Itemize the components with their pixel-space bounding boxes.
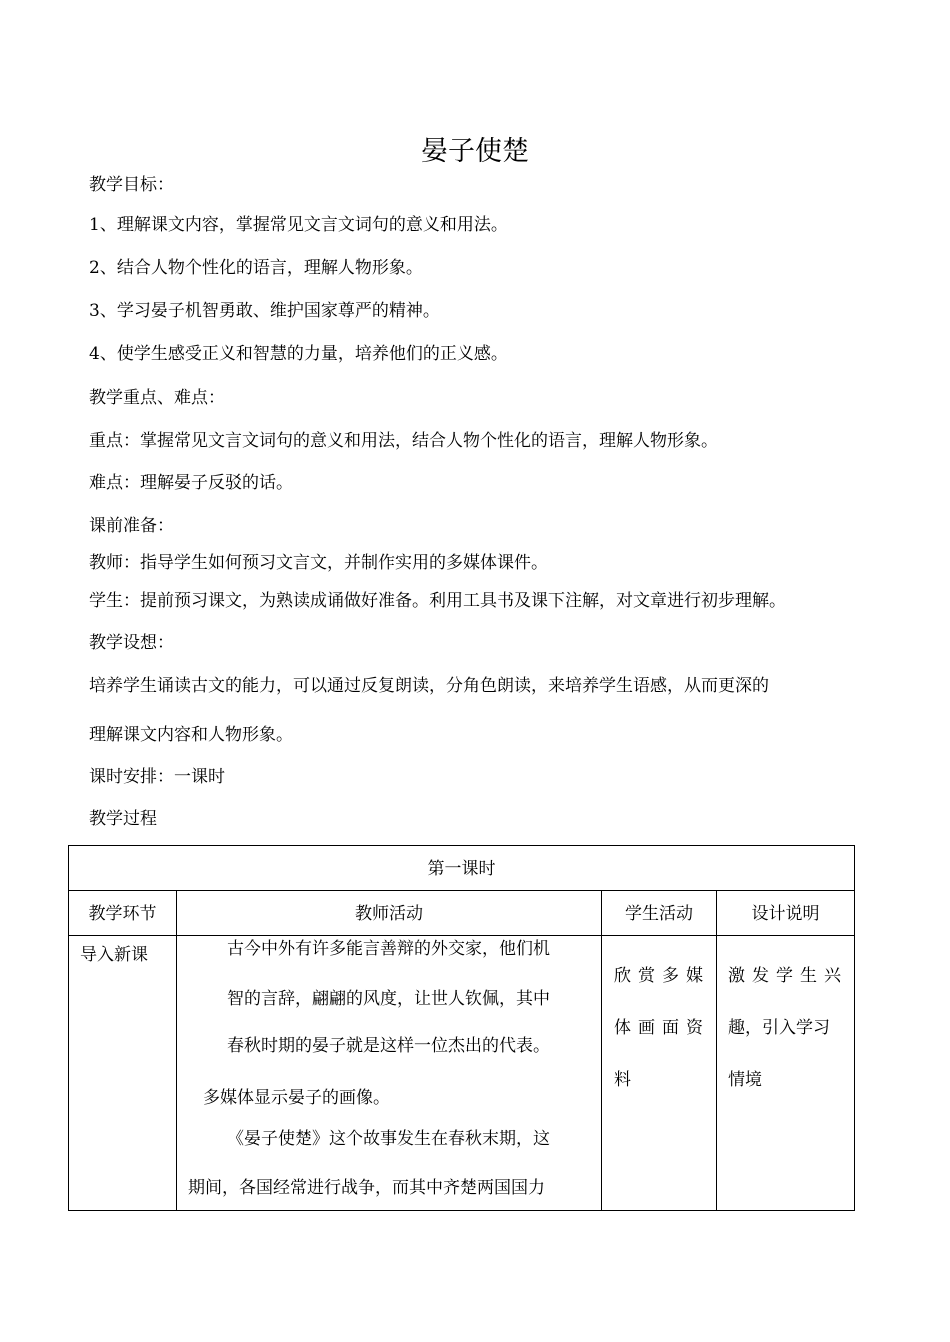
- student-line: 欣赏多媒: [614, 966, 710, 986]
- design-text-line-1: 培养学生诵读古文的能力，可以通过反复朗读，分角色朗读，来培养学生语感，从而更深的: [89, 676, 769, 696]
- header-design: [717, 891, 855, 936]
- design-line: 趣，引入学习: [728, 1018, 830, 1038]
- process-heading: 教学过程: [89, 809, 157, 829]
- goals-heading: 教学目标：: [89, 175, 174, 195]
- preparation-teacher: 教师：指导学生如何预习文言文，并制作实用的多媒体课件。: [89, 553, 548, 573]
- header-teacher-label: 教师活动: [355, 904, 423, 924]
- stage-label: 导入新课: [80, 945, 148, 965]
- header-stage-label: 教学环节: [88, 904, 157, 924]
- design-line: 激发学生兴: [728, 966, 848, 986]
- section-title-cell: [69, 846, 855, 891]
- document-title: 晏子使楚: [421, 136, 529, 167]
- preparation-heading: 课前准备：: [89, 516, 174, 536]
- section-title: 第一课时: [427, 859, 496, 879]
- goal-item-4: 4、使学生感受正义和智慧的力量，培养他们的正义感。: [89, 344, 508, 364]
- header-stage: [69, 891, 177, 936]
- preparation-student: 学生：提前预习课文，为熟读成诵做好准备。利用工具书及课下注解，对文章进行初步理解。: [89, 591, 786, 611]
- teacher-line: 智的言辞，翩翩的风度，让世人钦佩，其中: [227, 989, 550, 1009]
- key-difficulty-heading: 教学重点、难点：: [89, 388, 225, 408]
- design-line: 情境: [728, 1070, 762, 1090]
- goal-item-1: 1、理解课文内容，掌握常见文言文词句的意义和用法。: [89, 215, 508, 235]
- header-student: [602, 891, 717, 936]
- teacher-line: 古今中外有许多能言善辩的外交家，他们机: [227, 939, 550, 959]
- schedule-line: 课时安排：一课时: [89, 767, 225, 787]
- difficulty-point: 难点：理解晏子反驳的话。: [89, 473, 293, 493]
- student-line: 体画面资: [614, 1018, 710, 1038]
- student-activity-cell: [602, 936, 717, 1211]
- design-note-cell: [717, 936, 855, 1211]
- teacher-line: 期间，各国经常进行战争，而其中齐楚两国国力: [188, 1178, 545, 1198]
- header-teacher: [177, 891, 602, 936]
- header-student-label: 学生活动: [625, 904, 693, 924]
- teacher-line: 多媒体显示晏子的画像。: [203, 1088, 390, 1108]
- teacher-activity-cell: [177, 936, 602, 1211]
- key-point: 重点：掌握常见文言文词句的意义和用法，结合人物个性化的语言，理解人物形象。: [89, 431, 718, 451]
- teacher-line: 春秋时期的晏子就是这样一位杰出的代表。: [227, 1036, 550, 1056]
- student-line: 料: [614, 1070, 631, 1090]
- lesson-table: [68, 845, 855, 1211]
- goal-item-3: 3、学习晏子机智勇敢、维护国家尊严的精神。: [89, 301, 440, 321]
- design-text-line-2: 理解课文内容和人物形象。: [89, 725, 293, 745]
- stage-cell: [69, 936, 177, 1211]
- design-heading: 教学设想：: [89, 633, 174, 653]
- goal-item-2: 2、结合人物个性化的语言，理解人物形象。: [89, 258, 423, 278]
- teacher-line: 《晏子使楚》这个故事发生在春秋末期，这: [227, 1129, 550, 1149]
- header-design-label: 设计说明: [751, 904, 820, 924]
